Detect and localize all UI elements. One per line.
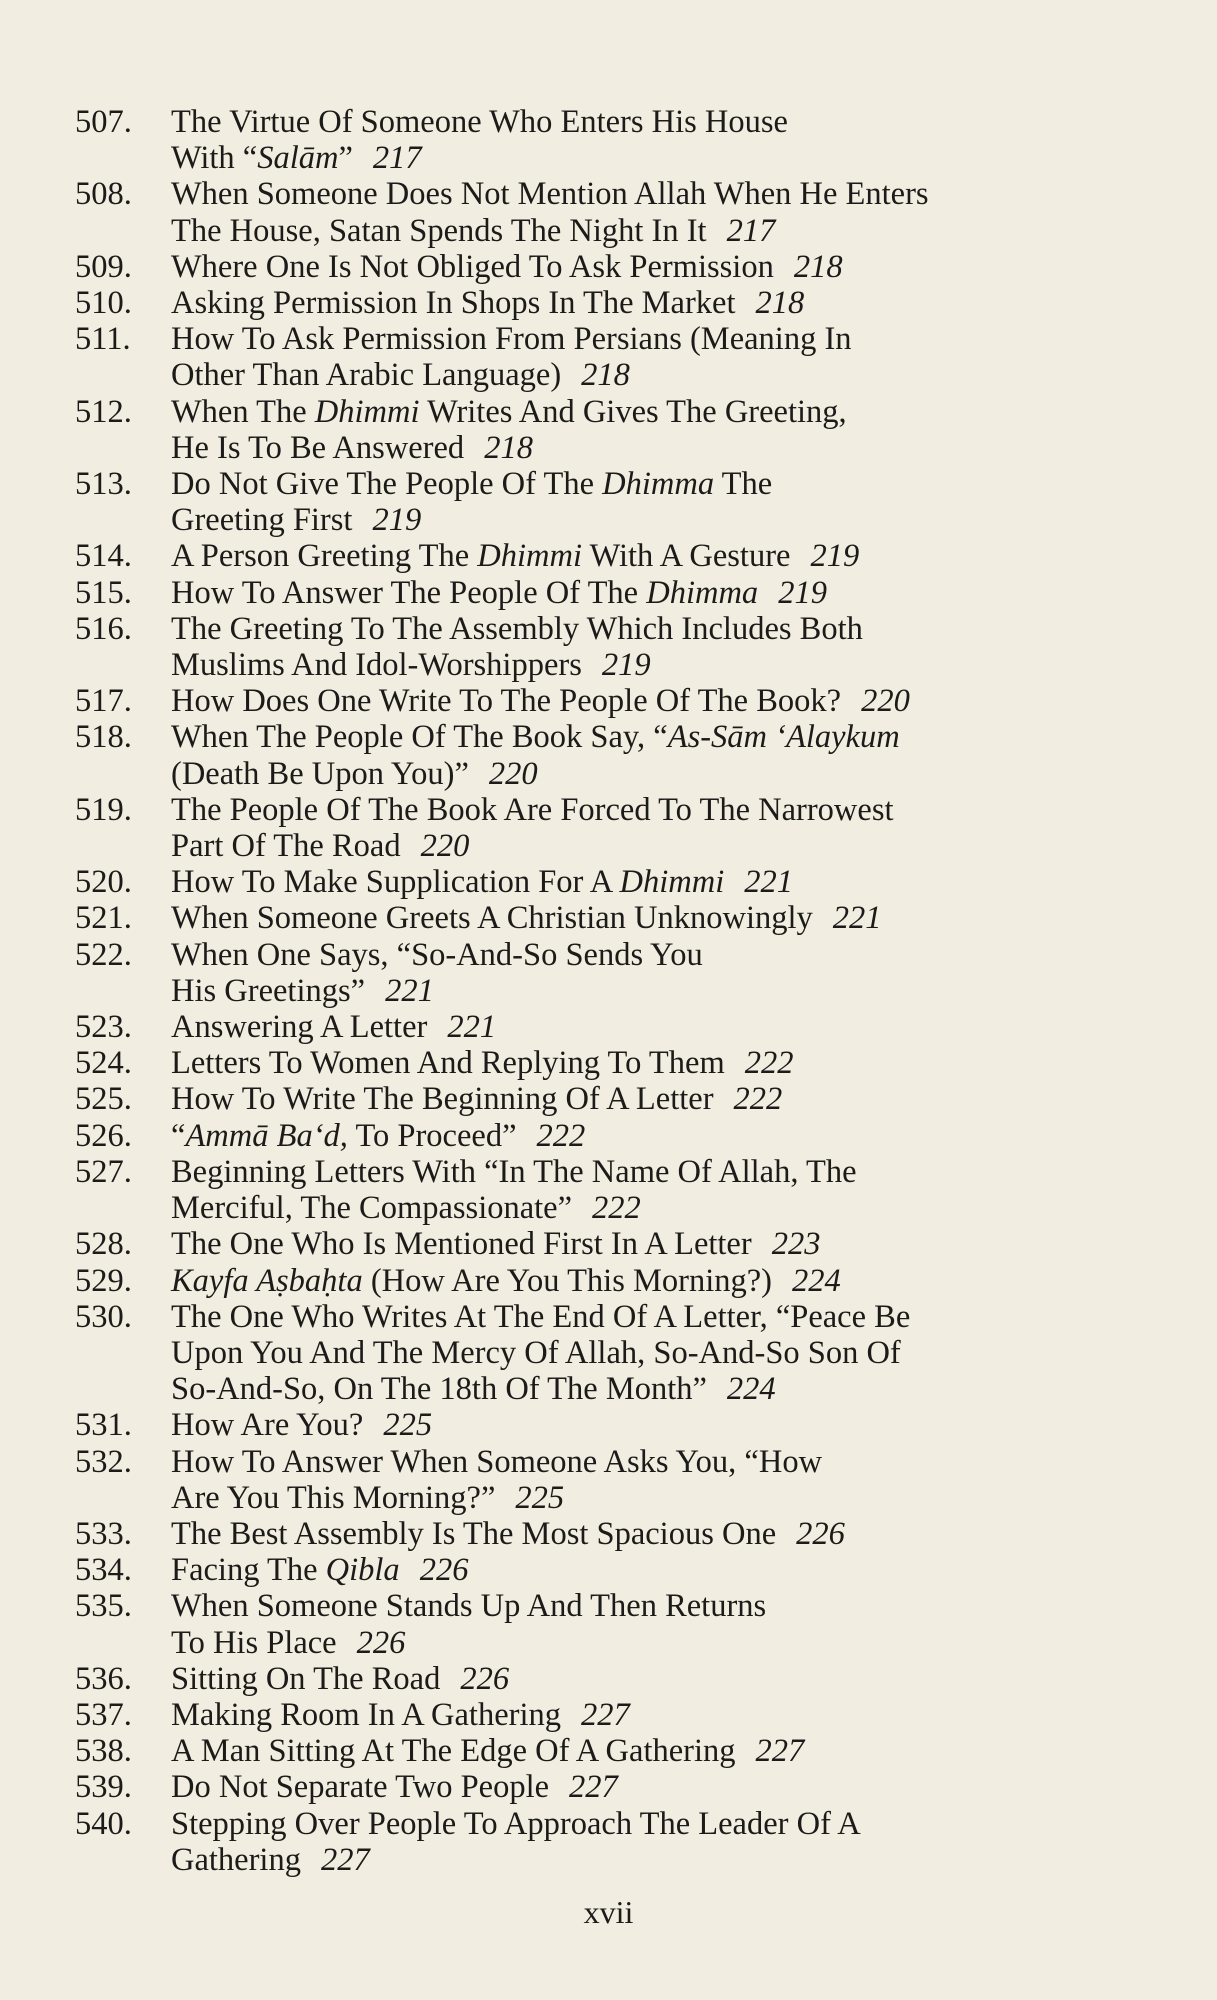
entry-title-text: How To Answer The People Of The [171, 574, 647, 611]
entry-number: 519. [75, 791, 132, 828]
entry-title [171, 1444, 1051, 1516]
entry-title [171, 1552, 1051, 1588]
entry-title-text: Sitting On The Road [171, 1660, 441, 1697]
toc-entry [0, 176, 1217, 248]
entry-title-text: How To Write The Beginning Of A Letter [171, 1081, 714, 1118]
entry-page-number: 220 [420, 828, 470, 865]
entry-title [171, 1806, 1051, 1878]
entry-page-number: 219 [810, 538, 860, 575]
entry-title-text: Merciful, The Compassionate” [171, 1190, 573, 1227]
entry-number: 530. [75, 1298, 132, 1335]
entry-title [171, 285, 1051, 321]
entry-page-number: 220 [861, 683, 910, 720]
entry-title-text: Beginning Letters With “In The Name Of Allah, The [171, 1153, 857, 1190]
entry-title-text: When The [171, 393, 315, 430]
entry-title [171, 1697, 1051, 1733]
entry-title-text: Part Of The Road [171, 828, 401, 865]
entry-title-italic-text: As-Sām ‘Alaykum [667, 719, 900, 756]
entry-page-number: 226 [356, 1624, 406, 1661]
entry-number: 529. [75, 1262, 132, 1299]
entry-number: 526. [75, 1117, 132, 1154]
entry-number: 508. [75, 176, 132, 213]
entry-title [171, 1263, 1051, 1299]
toc-entry [0, 683, 1217, 719]
entry-title-text: How To Answer When Someone Asks You, “How [171, 1443, 823, 1480]
entry-title [171, 176, 1051, 248]
entry-page-number: 217 [726, 212, 776, 249]
entry-title-italic-text: Salām [257, 140, 339, 177]
toc-entry [0, 249, 1217, 285]
entry-title-text: Letters To Women And Replying To Them [171, 1045, 725, 1082]
entry-title-text: When One Says, “So-And-So Sends You [171, 936, 703, 973]
entry-title-text: ” [338, 140, 353, 177]
toc-entry [0, 1263, 1217, 1299]
entry-number: 511. [75, 321, 131, 358]
toc-entry [0, 1806, 1217, 1878]
entry-title-text: Stepping Over People To Approach The Leader Of A [171, 1805, 861, 1842]
entry-number: 518. [75, 719, 132, 756]
entry-page-number: 221 [744, 864, 793, 901]
toc-entry [0, 321, 1217, 393]
entry-title-text: To His Place [171, 1624, 337, 1661]
entry-title-italic-text: Dhimma [646, 574, 759, 611]
entry-number: 514. [75, 538, 132, 575]
entry-title-text: Do Not Separate Two People [171, 1769, 550, 1806]
toc-entry [0, 1154, 1217, 1226]
entry-title [171, 611, 1051, 683]
entry-title [171, 1407, 1051, 1443]
entry-page-number: 224 [791, 1262, 841, 1299]
entry-title-text: When Someone Greets A Christian Unknowingly [171, 900, 813, 937]
entry-number: 531. [75, 1407, 132, 1444]
entry-title [171, 1045, 1051, 1081]
entry-number: 507. [75, 104, 132, 140]
entry-number: 515. [75, 574, 132, 611]
entry-page-number: 222 [733, 1081, 783, 1118]
entry-number: 527. [75, 1153, 132, 1190]
toc-entry [0, 1769, 1217, 1805]
toc-entry [0, 1118, 1217, 1154]
entry-title-italic-text: Dhimmi [619, 864, 725, 901]
entry-title-italic-text: Dhimmi [477, 538, 583, 575]
entry-page-number: 219 [372, 502, 422, 539]
toc-entry [0, 611, 1217, 683]
entry-number: 510. [75, 285, 132, 322]
entry-title-italic-text: Kayfa Aṣbaḥta [171, 1262, 363, 1299]
entry-title [171, 1733, 1051, 1769]
entry-number: 532. [75, 1443, 132, 1480]
toc-entry [0, 864, 1217, 900]
entry-title-text: The People Of The Book Are Forced To The Narrowest [171, 791, 894, 828]
toc-entry [0, 575, 1217, 611]
entry-title-text: Gathering [171, 1841, 301, 1878]
entry-number: 534. [75, 1552, 132, 1589]
entry-title [171, 1769, 1051, 1805]
entry-title [171, 937, 1051, 1009]
toc-entry [0, 719, 1217, 791]
entry-title-text: Are You This Morning?” [171, 1479, 496, 1516]
entry-title-text: Other Than Arabic Language) [171, 357, 562, 394]
toc-entry [0, 900, 1217, 936]
entry-title-text: The One Who Is Mentioned First In A Letter [171, 1226, 752, 1263]
entry-title-text: He Is To Be Answered [171, 429, 465, 466]
entry-title [171, 394, 1051, 466]
toc-entry [0, 1045, 1217, 1081]
entry-page-number: 222 [536, 1117, 586, 1154]
entry-title-text: Making Room In A Gathering [171, 1696, 561, 1733]
entry-title-text: Writes And Gives The Greeting, [419, 393, 847, 430]
toc-entry [0, 1407, 1217, 1443]
entry-page-number: 227 [580, 1696, 630, 1733]
entry-title-text: How To Ask Permission From Persians (Meaning In [171, 321, 852, 358]
entry-page-number: 218 [755, 285, 805, 322]
toc-entry [0, 1588, 1217, 1660]
entry-number: 540. [75, 1805, 132, 1842]
entry-title [171, 1226, 1051, 1262]
entry-number: 533. [75, 1515, 132, 1552]
entry-page-number: 222 [592, 1190, 641, 1227]
entry-page-number: 223 [771, 1226, 821, 1263]
entry-number: 516. [75, 610, 132, 647]
entry-page-number: 226 [796, 1515, 845, 1552]
entry-title [171, 1516, 1051, 1552]
entry-title-text: (Death Be Upon You)” [171, 755, 469, 792]
entry-title-text: Greeting First [171, 502, 353, 539]
entry-title-text: With “ [171, 140, 258, 177]
toc-entry [0, 1226, 1217, 1262]
table-of-contents [0, 104, 1217, 1878]
entry-title-text: “ [171, 1117, 186, 1154]
entry-title [171, 1081, 1051, 1117]
entry-title [171, 1588, 1051, 1660]
entry-title-text: His Greetings” [171, 972, 366, 1009]
toc-entry [0, 538, 1217, 574]
toc-entry [0, 1733, 1217, 1769]
entry-title-text: The [714, 466, 773, 503]
toc-entry [0, 104, 1217, 176]
entry-title [171, 466, 1051, 538]
entry-title [171, 538, 1051, 574]
toc-entry [0, 1009, 1217, 1045]
entry-title-text: So-And-So, On The 18th Of The Month” [171, 1371, 707, 1408]
entry-title [171, 900, 1051, 936]
entry-title-text: The Best Assembly Is The Most Spacious One [171, 1515, 777, 1552]
toc-entry [0, 1661, 1217, 1697]
entry-page-number: 217 [372, 140, 422, 177]
entry-title [171, 719, 1051, 791]
entry-page-number: 221 [385, 972, 434, 1009]
toc-entry [0, 792, 1217, 864]
entry-page-number: 226 [419, 1552, 469, 1589]
entry-number: 513. [75, 466, 132, 503]
toc-entry [0, 1552, 1217, 1588]
entry-page-number: 221 [832, 900, 882, 937]
entry-title [171, 864, 1051, 900]
toc-entry [0, 1299, 1217, 1408]
entry-page-number: 226 [460, 1660, 510, 1697]
entry-title-text: When Someone Does Not Mention Allah When He Enters [171, 176, 929, 213]
entry-title-text: How Are You? [171, 1407, 364, 1444]
entry-title-text: With A Gesture [582, 538, 791, 575]
entry-page-number: 222 [744, 1045, 794, 1082]
entry-title-text: The House, Satan Spends The Night In It [171, 212, 707, 249]
toc-entry [0, 1444, 1217, 1516]
entry-title-text: Facing The [171, 1552, 326, 1589]
toc-entry [0, 1516, 1217, 1552]
entry-title-text: To Proceed” [347, 1117, 517, 1154]
entry-number: 539. [75, 1769, 132, 1806]
entry-title [171, 1299, 1051, 1408]
entry-title-text: A Man Sitting At The Edge Of A Gathering [171, 1733, 736, 1770]
entry-title-text: Answering A Letter [171, 1009, 428, 1046]
entry-number: 525. [75, 1081, 132, 1118]
entry-title [171, 1154, 1051, 1226]
toc-entry [0, 1081, 1217, 1117]
entry-title-italic-text: Qibla [325, 1552, 400, 1589]
entry-number: 528. [75, 1226, 132, 1263]
toc-entry [0, 285, 1217, 321]
entry-title [171, 1118, 1051, 1154]
entry-page-number: 218 [484, 429, 533, 466]
entry-title-text: When The People Of The Book Say, “ [171, 719, 668, 756]
entry-number: 524. [75, 1045, 132, 1082]
entry-number: 517. [75, 683, 132, 720]
entry-title-text: Upon You And The Mercy Of Allah, So-And-So Son Of [171, 1334, 901, 1371]
entry-page-number: 224 [726, 1371, 776, 1408]
entry-number: 537. [75, 1696, 132, 1733]
entry-number: 509. [75, 248, 132, 285]
toc-entry [0, 394, 1217, 466]
entry-title-text: The Greeting To The Assembly Which Includes Both [171, 610, 863, 647]
entry-page-number: 218 [793, 248, 843, 285]
entry-page-number: 225 [383, 1407, 433, 1444]
entry-title-text: When Someone Stands Up And Then Returns [171, 1588, 767, 1625]
entry-number: 535. [75, 1588, 132, 1625]
entry-title [171, 792, 1051, 864]
entry-title [171, 249, 1051, 285]
toc-entry [0, 937, 1217, 1009]
entry-title [171, 683, 1051, 719]
entry-title-text: Where One Is Not Obliged To Ask Permission [171, 248, 774, 285]
entry-page-number: 220 [488, 755, 538, 792]
page-number: xvii [583, 1894, 634, 1930]
entry-page-number: 227 [569, 1769, 618, 1806]
entry-title [171, 104, 1051, 176]
entry-title-text: Do Not Give The People Of The [171, 466, 603, 503]
entry-page-number: 221 [447, 1009, 497, 1046]
entry-number: 536. [75, 1660, 132, 1697]
entry-page-number: 227 [755, 1733, 805, 1770]
entry-title-text: How Does One Write To The People Of The Book? [171, 683, 842, 720]
entry-page-number: 225 [515, 1479, 565, 1516]
entry-title [171, 575, 1051, 611]
entry-number: 520. [75, 864, 132, 901]
entry-number: 512. [75, 393, 132, 430]
entry-page-number: 227 [320, 1841, 370, 1878]
entry-title-text: How To Make Supplication For A [171, 864, 620, 901]
toc-entry [0, 1697, 1217, 1733]
entry-title-italic-text: Ammā Ba‘d, [185, 1117, 348, 1154]
entry-title-text: A Person Greeting The [171, 538, 478, 575]
entry-number: 523. [75, 1009, 132, 1046]
entry-title-text: Asking Permission In Shops In The Market [171, 285, 736, 322]
entry-number: 521. [75, 900, 132, 937]
entry-number: 538. [75, 1733, 132, 1770]
entry-title-italic-text: Dhimma [602, 466, 715, 503]
entry-number: 522. [75, 936, 132, 973]
toc-entry [0, 466, 1217, 538]
entry-title-text: The One Who Writes At The End Of A Letter, “Peace Be [171, 1298, 911, 1335]
entry-title-text: Muslims And Idol-Worshippers [171, 647, 582, 684]
entry-title-text: The Virtue Of Someone Who Enters His House [171, 104, 788, 140]
entry-page-number: 219 [601, 647, 651, 684]
entry-title [171, 1009, 1051, 1045]
entry-title-italic-text: Dhimmi [314, 393, 420, 430]
entry-page-number: 219 [778, 574, 827, 611]
entry-title [171, 321, 1051, 393]
entry-page-number: 218 [581, 357, 630, 394]
entry-title [171, 1661, 1051, 1697]
entry-title-text: (How Are You This Morning?) [362, 1262, 772, 1299]
